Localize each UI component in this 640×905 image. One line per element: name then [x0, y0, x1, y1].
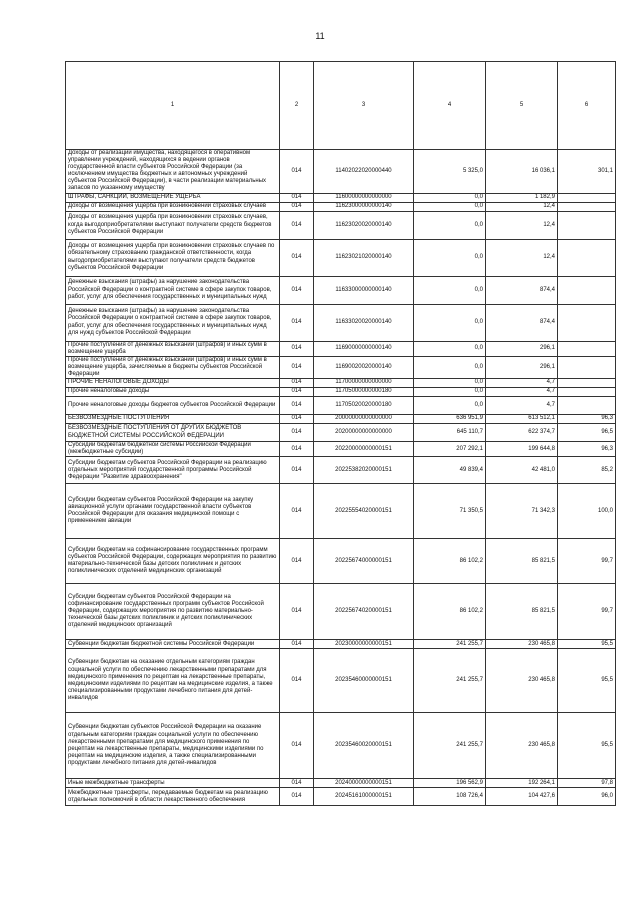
row-description: Субсидии бюджетам на софинансирование государственных программ субъектов Российской Федерации, содержащих мероприятия по развитию материально-технической базы детских поликлиник и детских поликлинических отделений медицинских организаций	[66, 539, 280, 584]
row-percent: 100,0	[558, 484, 616, 539]
row-plan-value: 86 102,2	[414, 539, 486, 584]
row-description: Доходы от возмещения ущерба при возникновении страховых случаев по обязательному страхованию гражданской ответственности, когда выгодоприобретателями выступают получатели средств бюджетов субъектов Российской Федерации	[66, 239, 280, 276]
row-percent: 96,5	[558, 424, 616, 442]
row-admin-code: 014	[280, 397, 314, 415]
row-plan-value: 86 102,2	[414, 584, 486, 640]
row-percent: 95,5	[558, 640, 616, 649]
row-budget-code: 20220000000000151	[314, 442, 414, 457]
row-description: Субсидии бюджетам субъектов Российской Федерации на софинансирование государственных программ субъектов Российской Федерации, содержащих мероприятия по развитию материально-технической базы детских поликлиник и детских поликлинических отделений медицинских организаций	[66, 584, 280, 640]
row-admin-code: 014	[280, 379, 314, 388]
row-percent	[558, 379, 616, 388]
row-budget-code: 11690020020000140	[314, 356, 414, 378]
table-row	[66, 379, 616, 388]
row-actual-value: 230 465,8	[486, 713, 558, 779]
row-percent	[558, 202, 616, 211]
row-actual-value: 296,1	[486, 356, 558, 378]
row-admin-code: 014	[280, 239, 314, 276]
row-plan-value: 0,0	[414, 341, 486, 356]
row-actual-value: 613 512,1	[486, 415, 558, 424]
row-actual-value: 12,4	[486, 239, 558, 276]
row-plan-value: 49 839,4	[414, 457, 486, 484]
row-budget-code: 11705020020000180	[314, 397, 414, 415]
row-percent: 97,8	[558, 779, 616, 788]
row-percent	[558, 304, 616, 341]
column-header: 6	[558, 62, 616, 150]
row-plan-value: 0,0	[414, 211, 486, 239]
row-percent: 95,5	[558, 649, 616, 713]
table-row	[66, 442, 616, 457]
row-percent: 99,7	[558, 584, 616, 640]
row-admin-code: 014	[280, 424, 314, 442]
row-plan-value: 207 292,1	[414, 442, 486, 457]
row-admin-code: 014	[280, 788, 314, 806]
table-row	[66, 584, 616, 640]
row-actual-value: 12,4	[486, 211, 558, 239]
row-description: Прочие неналоговые доходы бюджетов субъектов Российской Федерации	[66, 397, 280, 415]
row-budget-code: 11402022020000440	[314, 150, 414, 194]
row-actual-value: 199 644,8	[486, 442, 558, 457]
row-percent: 95,5	[558, 713, 616, 779]
row-actual-value: 230 465,8	[486, 649, 558, 713]
row-budget-code: 20235460020000151	[314, 713, 414, 779]
row-budget-code: 20225554020000151	[314, 484, 414, 539]
row-actual-value: 4,7	[486, 379, 558, 388]
row-percent	[558, 397, 616, 415]
row-plan-value: 0,0	[414, 304, 486, 341]
row-budget-code: 20225674020000151	[314, 584, 414, 640]
row-percent: 96,0	[558, 788, 616, 806]
row-admin-code: 014	[280, 150, 314, 194]
table-row	[66, 276, 616, 304]
row-plan-value: 0,0	[414, 388, 486, 397]
table-row	[66, 457, 616, 484]
row-description: Субвенции бюджетам бюджетной системы Российской Федерации	[66, 640, 280, 649]
row-description: Прочие неналоговые доходы	[66, 388, 280, 397]
table-row	[66, 211, 616, 239]
row-percent	[558, 341, 616, 356]
column-header: 5	[486, 62, 558, 150]
row-plan-value: 241 255,7	[414, 649, 486, 713]
column-header: 4	[414, 62, 486, 150]
row-plan-value: 71 350,5	[414, 484, 486, 539]
row-budget-code: 20000000000000000	[314, 415, 414, 424]
row-description: Доходы от реализации имущества, находящегося в оперативном управлении учреждений, находящихся в ведении органов государственной власти субъектов Российской Федерации (за исключением имущества бюджетных и автономных учреждений субъектов Российской Федерации), в части реализации материальных запасов по указанному имуществу	[66, 150, 280, 194]
row-budget-code: 11690000000000140	[314, 341, 414, 356]
row-plan-value: 108 726,4	[414, 788, 486, 806]
row-actual-value: 1 182,9	[486, 193, 558, 202]
row-description: Иные межбюджетные трансферты	[66, 779, 280, 788]
row-budget-code: 20235460000000151	[314, 649, 414, 713]
row-admin-code: 014	[280, 304, 314, 341]
row-plan-value: 196 562,9	[414, 779, 486, 788]
table-row	[66, 713, 616, 779]
row-description: Денежные взыскания (штрафы) за нарушение законодательства Российской Федерации о контрактной системе в сфере закупок товаров, работ, услуг для обеспечения государственных и муниципальных нужд	[66, 276, 280, 304]
row-plan-value: 0,0	[414, 202, 486, 211]
row-plan-value: 645 110,7	[414, 424, 486, 442]
row-admin-code: 014	[280, 193, 314, 202]
row-plan-value: 0,0	[414, 276, 486, 304]
row-admin-code: 014	[280, 202, 314, 211]
row-plan-value: 241 255,7	[414, 640, 486, 649]
row-percent	[558, 276, 616, 304]
row-plan-value: 5 325,0	[414, 150, 486, 194]
row-percent	[558, 211, 616, 239]
row-actual-value: 4,7	[486, 388, 558, 397]
table-row	[66, 239, 616, 276]
table-row	[66, 193, 616, 202]
row-admin-code: 014	[280, 649, 314, 713]
table-row	[66, 640, 616, 649]
row-budget-code: 11623021020000140	[314, 239, 414, 276]
row-percent: 96,3	[558, 442, 616, 457]
row-percent: 85,2	[558, 457, 616, 484]
row-actual-value: 296,1	[486, 341, 558, 356]
row-admin-code: 014	[280, 457, 314, 484]
row-plan-value: 0,0	[414, 379, 486, 388]
row-budget-code: 11623000000000140	[314, 202, 414, 211]
column-header: 3	[314, 62, 414, 150]
row-description: Субвенции бюджетам на оказание отдельным категориям граждан социальной услуги по обеспечению лекарственными препаратами для медицинского применения по рецептам на лекарственные препараты, медицинскими изделиями по рецептам на медицинские изделия, а также специализированными продуктами лечебного питания для детей-инвалидов	[66, 649, 280, 713]
header-row	[66, 62, 616, 150]
row-admin-code: 014	[280, 388, 314, 397]
table-row	[66, 397, 616, 415]
row-percent	[558, 239, 616, 276]
row-description: Субсидии бюджетам бюджетной системы Российской Федерации (межбюджетные субсидии)	[66, 442, 280, 457]
row-budget-code: 20240000000000151	[314, 779, 414, 788]
row-percent	[558, 356, 616, 378]
row-percent: 301,1	[558, 150, 616, 194]
row-actual-value: 16 036,1	[486, 150, 558, 194]
column-header: 2	[280, 62, 314, 150]
row-budget-code: 11700000000000000	[314, 379, 414, 388]
row-budget-code: 20245161000000151	[314, 788, 414, 806]
column-header: 1	[66, 62, 280, 150]
row-admin-code: 014	[280, 211, 314, 239]
row-admin-code: 014	[280, 713, 314, 779]
row-admin-code: 014	[280, 356, 314, 378]
row-percent	[558, 388, 616, 397]
row-description: Прочие поступления от денежных взысканий (штрафов) и иных сумм в возмещение ущерба	[66, 341, 280, 356]
row-percent: 96,3	[558, 415, 616, 424]
row-admin-code: 014	[280, 539, 314, 584]
row-actual-value: 85 821,5	[486, 584, 558, 640]
row-description: Межбюджетные трансферты, передаваемые бюджетам на реализацию отдельных полномочий в области лекарственного обеспечения	[66, 788, 280, 806]
table-row	[66, 150, 616, 194]
row-percent: 99,7	[558, 539, 616, 584]
page-number: 11	[315, 31, 325, 41]
row-admin-code: 014	[280, 341, 314, 356]
table-row	[66, 202, 616, 211]
row-plan-value: 0,0	[414, 397, 486, 415]
table-row	[66, 788, 616, 806]
table-row	[66, 304, 616, 341]
row-description: Субвенции бюджетам субъектов Российской Федерации на оказание отдельным категориям граждан социальной услуги по обеспечению лекарственными препаратами для медицинского применения по рецептам на лекарственные препараты, медицинскими изделиями по рецептам на медицинские изделия, а также специализированными продуктами лечебного питания для детей-инвалидов	[66, 713, 280, 779]
row-actual-value: 71 342,3	[486, 484, 558, 539]
row-description: БЕЗВОЗМЕЗДНЫЕ ПОСТУПЛЕНИЯ	[66, 415, 280, 424]
row-description: Субсидии бюджетам субъектов Российской Федерации на закупку авиационной услуги органами государственной власти субъектов Российской Федерации для оказания медицинской помощи с применением авиации	[66, 484, 280, 539]
row-plan-value: 636 951,9	[414, 415, 486, 424]
table-row	[66, 424, 616, 442]
row-description: ШТРАФЫ, САНКЦИИ, ВОЗМЕЩЕНИЕ УЩЕРБА	[66, 193, 280, 202]
row-budget-code: 11705000000000180	[314, 388, 414, 397]
row-budget-code: 20225674000000151	[314, 539, 414, 584]
row-description: Денежные взыскания (штрафы) за нарушение законодательства Российской Федерации о контрактной системе в сфере закупок товаров, работ, услуг для обеспечения государственных и муниципальных нужд для нужд субъектов Российской Федерации	[66, 304, 280, 341]
row-admin-code: 014	[280, 276, 314, 304]
row-actual-value: 85 821,5	[486, 539, 558, 584]
row-description: Прочие поступления от денежных взысканий (штрафов) и иных сумм в возмещение ущерба, зачисляемые в бюджеты субъектов Российской Федерации	[66, 356, 280, 378]
row-budget-code: 11600000000000000	[314, 193, 414, 202]
table-row	[66, 649, 616, 713]
row-actual-value: 230 465,8	[486, 640, 558, 649]
row-plan-value: 0,0	[414, 193, 486, 202]
row-admin-code: 014	[280, 484, 314, 539]
row-budget-code: 11633000000000140	[314, 276, 414, 304]
row-budget-code: 20200000000000000	[314, 424, 414, 442]
row-description: БЕЗВОЗМЕЗДНЫЕ ПОСТУПЛЕНИЯ ОТ ДРУГИХ БЮДЖЕТОВ БЮДЖЕТНОЙ СИСТЕМЫ РОССИЙСКОЙ ФЕДЕРАЦИИ	[66, 424, 280, 442]
row-actual-value: 192 264,1	[486, 779, 558, 788]
row-description: Доходы от возмещения ущерба при возникновении страховых случаев, когда выгодоприобретателями выступают получатели средств бюджетов субъектов Российской Федерации	[66, 211, 280, 239]
table-row	[66, 415, 616, 424]
table-row	[66, 341, 616, 356]
row-actual-value: 104 427,6	[486, 788, 558, 806]
budget-table	[65, 61, 616, 806]
row-actual-value: 4,7	[486, 397, 558, 415]
row-admin-code: 014	[280, 415, 314, 424]
table-row	[66, 356, 616, 378]
row-description: Доходы от возмещения ущерба при возникновении страховых случаев	[66, 202, 280, 211]
row-plan-value: 0,0	[414, 356, 486, 378]
table-row	[66, 779, 616, 788]
row-budget-code: 20225382020000151	[314, 457, 414, 484]
table-row	[66, 484, 616, 539]
table-row	[66, 539, 616, 584]
row-description: ПРОЧИЕ НЕНАЛОГОВЫЕ ДОХОДЫ	[66, 379, 280, 388]
row-actual-value: 12,4	[486, 202, 558, 211]
row-budget-code: 20230000000000151	[314, 640, 414, 649]
row-actual-value: 874,4	[486, 276, 558, 304]
row-admin-code: 014	[280, 640, 314, 649]
row-admin-code: 014	[280, 442, 314, 457]
table-row	[66, 388, 616, 397]
row-plan-value: 0,0	[414, 239, 486, 276]
row-plan-value: 241 255,7	[414, 713, 486, 779]
row-actual-value: 622 374,7	[486, 424, 558, 442]
row-description: Субсидии бюджетам субъектов Российской Федерации на реализацию отдельных мероприятий государственной программы Российской Федерации "Развитие здравоохранения"	[66, 457, 280, 484]
row-percent	[558, 193, 616, 202]
row-budget-code: 11633020020000140	[314, 304, 414, 341]
row-budget-code: 11623020020000140	[314, 211, 414, 239]
row-admin-code: 014	[280, 584, 314, 640]
row-actual-value: 42 481,0	[486, 457, 558, 484]
row-admin-code: 014	[280, 779, 314, 788]
row-actual-value: 874,4	[486, 304, 558, 341]
